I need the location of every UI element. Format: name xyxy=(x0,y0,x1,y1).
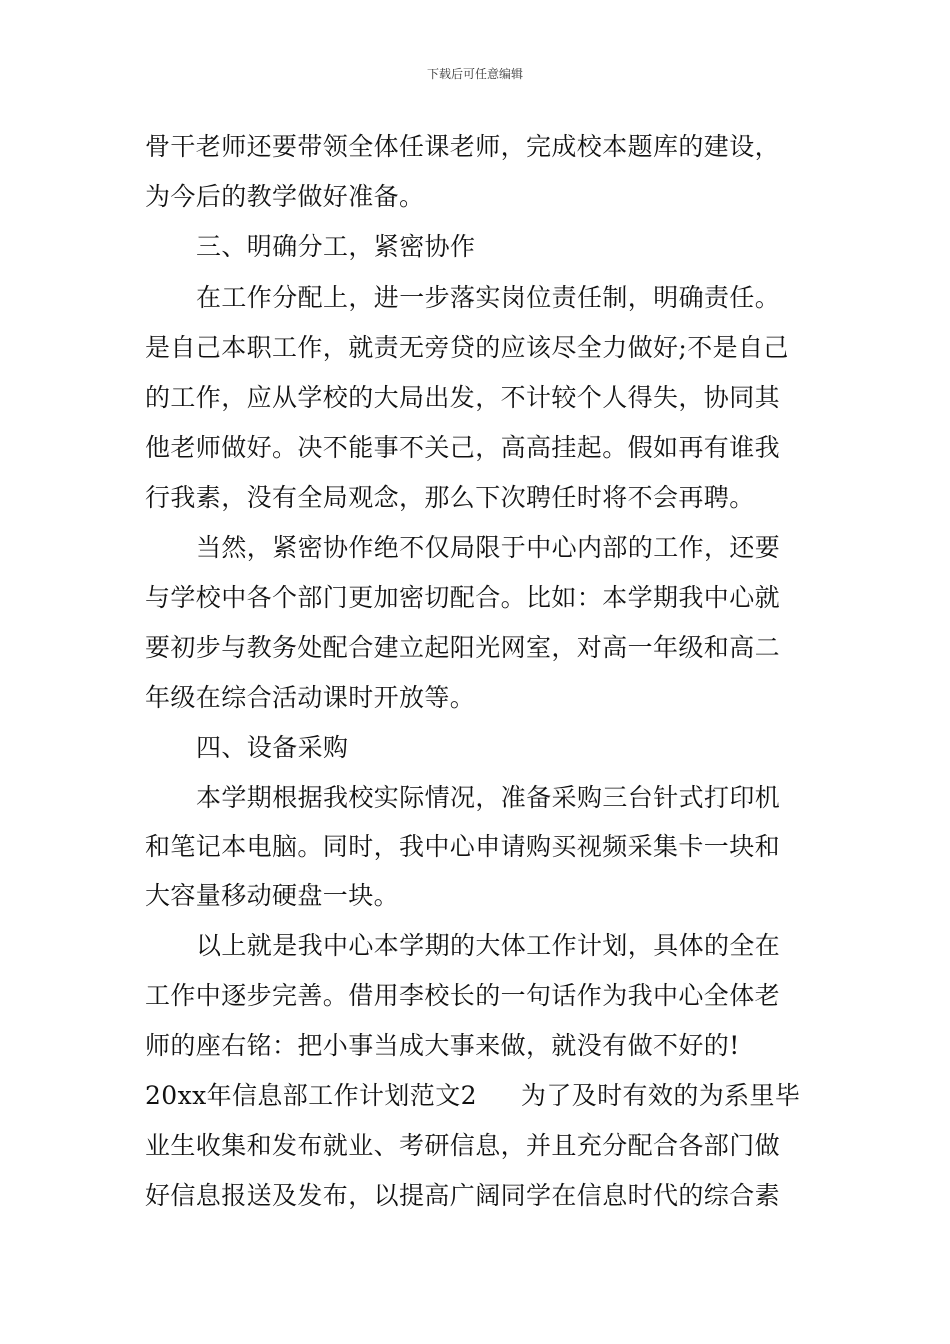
paragraph-text: 为了及时有效的为系里毕 xyxy=(520,1081,801,1110)
document-title: 20xx年信息部工作计划范文2 xyxy=(145,1081,477,1110)
paragraph-line: 以上就是我中心本学期的大体工作计划，具体的全在 xyxy=(196,931,781,960)
section-heading: 三、明确分工，紧密协作 xyxy=(196,232,476,261)
paragraph-line: 师的座右铭：把小事当成大事来做，就没有做不好的! xyxy=(145,1031,740,1060)
paragraph-line: 工作中逐步完善。借用李校长的一句话作为我中心全体老 xyxy=(145,981,781,1010)
paragraph-line: 当然，紧密协作绝不仅局限于中心内部的工作，还要 xyxy=(196,533,781,562)
paragraph-line: 行我素，没有全局观念，那么下次聘任时将不会再聘。 xyxy=(145,483,755,512)
paragraph-line: 他老师做好。决不能事不关己，高高挂起。假如再有谁我 xyxy=(145,433,781,462)
paragraph-line: 业生收集和发布就业、考研信息，并且充分配合各部门做 xyxy=(145,1131,781,1160)
paragraph-line: 的工作，应从学校的大局出发，不计较个人得失，协同其 xyxy=(145,383,781,412)
paragraph-line: 本学期根据我校实际情况，准备采购三台针式打印机 xyxy=(196,783,781,812)
section-heading: 四、设备采购 xyxy=(196,733,349,762)
paragraph-line: 为今后的教学做好准备。 xyxy=(145,182,425,211)
paragraph-line: 好信息报送及发布，以提高广阔同学在信息时代的综合素 xyxy=(145,1181,781,1210)
paragraph-line: 大容量移动硬盘一块。 xyxy=(145,881,400,910)
title-line xyxy=(145,1079,810,1113)
paragraph-line: 要初步与教务处配合建立起阳光网室，对高一年级和高二 xyxy=(145,633,781,662)
paragraph-line: 年级在综合活动课时开放等。 xyxy=(145,683,476,712)
paragraph-line: 骨干老师还要带领全体任课老师，完成校本题库的建设， xyxy=(145,132,781,161)
paragraph-line: 在工作分配上，进一步落实岗位责任制，明确责任。 xyxy=(196,283,781,312)
paragraph-line: 和笔记本电脑。同时，我中心申请购买视频采集卡一块和 xyxy=(145,832,781,861)
paragraph-line: 是自己本职工作，就责无旁贷的应该尽全力做好;不是自己 xyxy=(145,333,789,362)
paragraph-line: 与学校中各个部门更加密切配合。比如：本学期我中心就 xyxy=(145,583,781,612)
page-header: 下载后可任意编辑 xyxy=(426,67,523,81)
